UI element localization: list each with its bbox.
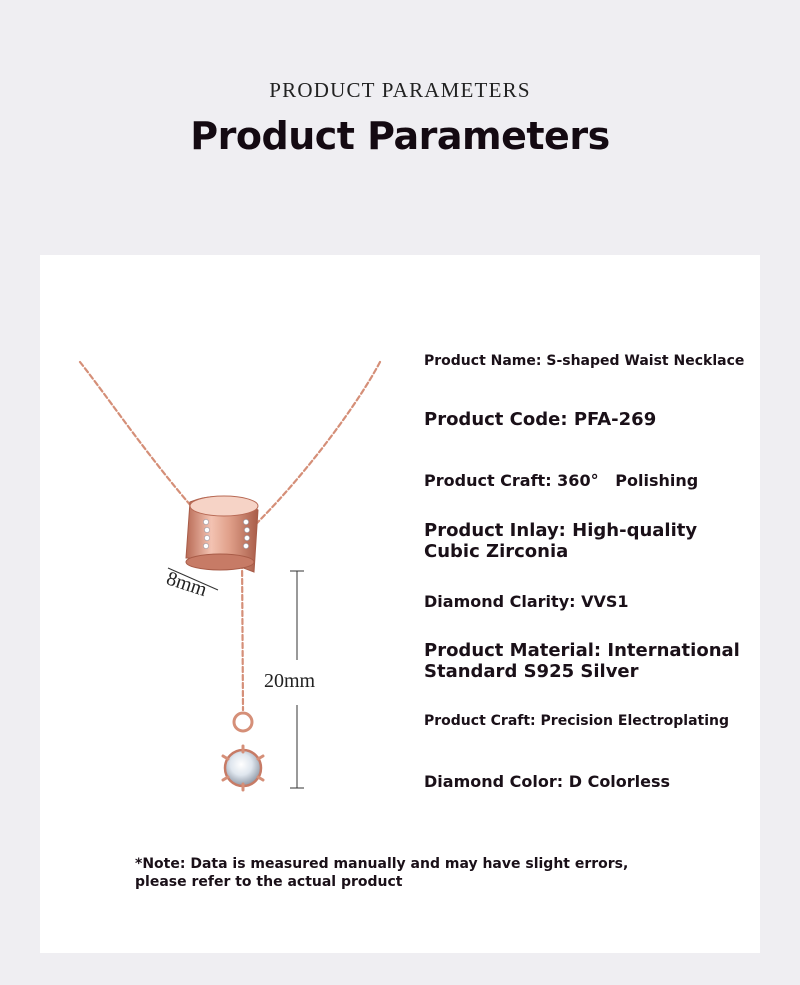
spec-product-craft-polishing [424, 471, 698, 490]
spec-diamond-color [424, 772, 670, 791]
spec-label: Diamond Clarity: [424, 592, 576, 611]
spec-label: Product Inlay: [424, 520, 566, 541]
spec-product-name [424, 353, 744, 369]
spec-product-inlay [424, 520, 697, 562]
spec-label: Product Name: [424, 353, 542, 369]
spec-value: VVS1 [581, 592, 629, 611]
header-subtitle: PRODUCT PARAMETERS [269, 78, 531, 102]
spec-product-material [424, 640, 740, 682]
drop-length-label: 20mm [264, 670, 316, 692]
spec-product-code [424, 409, 656, 430]
spec-value: PFA-269 [573, 409, 657, 430]
spec-value: International [607, 640, 740, 661]
spec-diamond-clarity [424, 592, 629, 611]
measurement-note: *Note: Data is measured manually and may have slight errors, please refer to the actual product [135, 856, 629, 890]
spec-value: High-quality [572, 520, 698, 541]
spec-product-craft-electroplating [424, 713, 729, 729]
ring-width-label: 8mm [163, 567, 210, 602]
spec-label: Product Code: [424, 409, 568, 430]
spec-label: Product Material: [424, 640, 602, 661]
spec-value: D Colorless [568, 772, 671, 791]
solitaire-drop [223, 713, 263, 790]
spec-label: Product Craft: [424, 713, 536, 729]
spec-value-line2: Cubic Zirconia [424, 541, 569, 562]
spec-label: Diamond Color: [424, 772, 564, 791]
spec-value: Precision Electroplating [540, 713, 729, 729]
spec-value: S-shaped Waist Necklace [546, 353, 745, 369]
barrel-pendant-ring [186, 496, 258, 572]
spec-value-line2: Standard S925 Silver [424, 661, 639, 682]
ring-width-dimension [164, 567, 218, 601]
spec-label: Product Craft: [424, 471, 552, 490]
necklace-image [40, 340, 400, 820]
spec-value: 360° Polishing [557, 471, 699, 490]
page-title: Product Parameters [190, 114, 610, 158]
